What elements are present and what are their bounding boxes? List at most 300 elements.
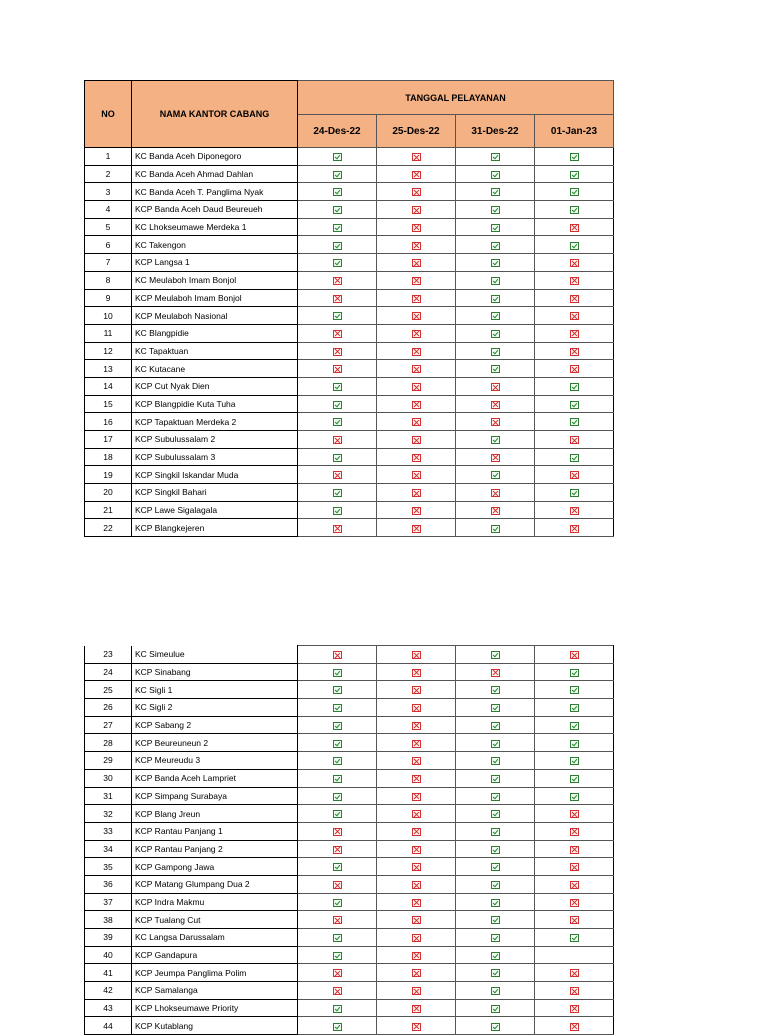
service-status-cell (535, 501, 614, 519)
check-icon (491, 863, 500, 871)
service-status-cell (456, 218, 535, 236)
branch-name: KCP Sinabang (132, 663, 298, 681)
table-row (85, 466, 614, 484)
table-row (85, 342, 614, 360)
check-icon (491, 969, 500, 977)
cross-icon (412, 489, 421, 497)
service-status-cell (377, 805, 456, 823)
table-row (85, 646, 614, 664)
service-status-cell (456, 254, 535, 272)
table-row (85, 875, 614, 893)
table-body-2 (85, 646, 614, 1035)
check-icon (491, 793, 500, 801)
service-status-cell (298, 893, 377, 911)
service-status-cell (298, 431, 377, 449)
branch-name: KCP Cut Nyak Dien (132, 377, 298, 395)
row-number: 5 (85, 218, 132, 236)
col-branch-name: NAMA KANTOR CABANG (132, 81, 298, 148)
check-icon (570, 171, 579, 179)
branch-name: KCP Simpang Surabaya (132, 787, 298, 805)
cross-icon (412, 740, 421, 748)
row-number: 21 (85, 501, 132, 519)
col-no: NO (85, 81, 132, 148)
check-icon (333, 686, 342, 694)
cross-icon (570, 969, 579, 977)
table-row (85, 201, 614, 219)
row-number: 13 (85, 360, 132, 378)
service-status-cell (456, 716, 535, 734)
service-status-cell (377, 395, 456, 413)
cross-icon (412, 348, 421, 356)
service-status-cell (535, 946, 614, 964)
service-status-cell (377, 769, 456, 787)
branch-name: KC Sigli 2 (132, 699, 298, 717)
table-row (85, 377, 614, 395)
service-status-cell (535, 982, 614, 1000)
branch-name: KCP Jeumpa Panglima Polim (132, 964, 298, 982)
check-icon (491, 916, 500, 924)
service-status-cell (377, 858, 456, 876)
cross-icon (570, 525, 579, 533)
cross-icon (333, 846, 342, 854)
service-status-cell (377, 448, 456, 466)
branch-name: KCP Blang Jreun (132, 805, 298, 823)
branch-name: KCP Rantau Panjang 1 (132, 822, 298, 840)
table-row (85, 431, 614, 449)
row-number: 8 (85, 271, 132, 289)
cross-icon (333, 651, 342, 659)
cross-icon (412, 418, 421, 426)
branch-name: KCP Rantau Panjang 2 (132, 840, 298, 858)
check-icon (570, 489, 579, 497)
branch-name: KCP Tualang Cut (132, 911, 298, 929)
cross-icon (570, 828, 579, 836)
branch-name: KCP Beureuneun 2 (132, 734, 298, 752)
table-row (85, 663, 614, 681)
table-row (85, 964, 614, 982)
service-status-cell (377, 218, 456, 236)
service-status-cell (377, 307, 456, 325)
service-status-cell (535, 646, 614, 664)
service-status-cell (535, 769, 614, 787)
service-status-cell (298, 999, 377, 1017)
service-status-cell (456, 646, 535, 664)
cross-icon (412, 1005, 421, 1013)
table-row (85, 218, 614, 236)
cross-icon (570, 899, 579, 907)
check-icon (333, 899, 342, 907)
branch-name: KC Lhokseumawe Merdeka 1 (132, 218, 298, 236)
check-icon (491, 1005, 500, 1013)
service-status-cell (456, 377, 535, 395)
cross-icon (570, 810, 579, 818)
table-row (85, 324, 614, 342)
cross-icon (412, 525, 421, 533)
branch-name: KCP Singkil Iskandar Muda (132, 466, 298, 484)
table-row (85, 501, 614, 519)
table-row (85, 752, 614, 770)
check-icon (333, 934, 342, 942)
service-status-cell (377, 201, 456, 219)
check-icon (491, 952, 500, 960)
service-status-cell (535, 893, 614, 911)
cross-icon (570, 312, 579, 320)
check-icon (570, 775, 579, 783)
cross-icon (570, 259, 579, 267)
cross-icon (333, 525, 342, 533)
check-icon (491, 365, 500, 373)
service-status-cell (535, 289, 614, 307)
service-status-cell (456, 413, 535, 431)
table-row (85, 699, 614, 717)
cross-icon (570, 348, 579, 356)
check-icon (491, 188, 500, 196)
cross-icon (570, 881, 579, 889)
service-status-cell (377, 183, 456, 201)
service-status-cell (377, 289, 456, 307)
table-row (85, 395, 614, 413)
cross-icon (491, 454, 500, 462)
row-number: 43 (85, 999, 132, 1017)
cross-icon (412, 206, 421, 214)
service-status-cell (535, 840, 614, 858)
check-icon (491, 704, 500, 712)
table-row (85, 448, 614, 466)
service-status-cell (456, 964, 535, 982)
table-row (85, 734, 614, 752)
service-status-cell (298, 716, 377, 734)
table-row (85, 254, 614, 272)
check-icon (491, 312, 500, 320)
service-status-cell (535, 964, 614, 982)
check-icon (491, 224, 500, 232)
cross-icon (412, 704, 421, 712)
branch-name: KC Takengon (132, 236, 298, 254)
cross-icon (412, 793, 421, 801)
row-number: 33 (85, 822, 132, 840)
check-icon (491, 810, 500, 818)
check-icon (491, 330, 500, 338)
service-status-cell (298, 982, 377, 1000)
row-number: 11 (85, 324, 132, 342)
service-status-cell (535, 929, 614, 947)
service-status-cell (456, 734, 535, 752)
row-number: 20 (85, 484, 132, 502)
service-status-cell (377, 681, 456, 699)
service-status-cell (298, 254, 377, 272)
branch-name: KC Kutacane (132, 360, 298, 378)
cross-icon (412, 863, 421, 871)
service-status-cell (377, 822, 456, 840)
row-number: 40 (85, 946, 132, 964)
cross-icon (412, 916, 421, 924)
service-status-cell (456, 929, 535, 947)
service-status-cell (377, 360, 456, 378)
service-status-cell (377, 466, 456, 484)
check-icon (570, 206, 579, 214)
check-icon (491, 775, 500, 783)
check-icon (333, 171, 342, 179)
service-status-cell (298, 858, 377, 876)
check-icon (491, 757, 500, 765)
check-icon (333, 740, 342, 748)
service-status-cell (377, 501, 456, 519)
cross-icon (570, 295, 579, 303)
branch-name: KCP Tapaktuan Merdeka 2 (132, 413, 298, 431)
check-icon (333, 383, 342, 391)
cross-icon (412, 454, 421, 462)
service-status-cell (377, 254, 456, 272)
cross-icon (333, 365, 342, 373)
branch-name: KCP Singkil Bahari (132, 484, 298, 502)
service-status-cell (456, 342, 535, 360)
row-number: 3 (85, 183, 132, 201)
row-number: 25 (85, 681, 132, 699)
service-status-cell (377, 787, 456, 805)
row-number: 7 (85, 254, 132, 272)
cross-icon (570, 277, 579, 285)
table-row (85, 519, 614, 537)
check-icon (333, 454, 342, 462)
service-status-cell (377, 982, 456, 1000)
service-status-cell (298, 734, 377, 752)
branch-name: KCP Banda Aceh Daud Beureueh (132, 201, 298, 219)
service-status-cell (298, 875, 377, 893)
cross-icon (412, 651, 421, 659)
table-row (85, 148, 614, 166)
check-icon (333, 206, 342, 214)
row-number: 22 (85, 519, 132, 537)
branch-name: KCP Meureudu 3 (132, 752, 298, 770)
service-status-cell (298, 360, 377, 378)
service-status-cell (298, 395, 377, 413)
service-status-cell (377, 271, 456, 289)
check-icon (491, 686, 500, 694)
branch-name: KCP Subulussalam 2 (132, 431, 298, 449)
service-status-cell (456, 822, 535, 840)
cross-icon (491, 507, 500, 515)
service-status-cell (535, 466, 614, 484)
cross-icon (333, 828, 342, 836)
service-status-cell (535, 431, 614, 449)
service-status-cell (535, 787, 614, 805)
service-status-cell (377, 752, 456, 770)
service-status-cell (298, 501, 377, 519)
service-status-cell (456, 681, 535, 699)
service-status-cell (456, 236, 535, 254)
service-status-cell (535, 342, 614, 360)
cross-icon (412, 899, 421, 907)
service-status-cell (456, 805, 535, 823)
check-icon (333, 952, 342, 960)
check-icon (491, 348, 500, 356)
branch-name: KCP Meulaboh Imam Bonjol (132, 289, 298, 307)
check-icon (491, 259, 500, 267)
check-icon (570, 704, 579, 712)
table-row (85, 999, 614, 1017)
branch-service-table-1 (84, 80, 614, 537)
check-icon (333, 312, 342, 320)
col-date-4: 01-Jan-23 (535, 115, 614, 148)
service-status-cell (456, 148, 535, 166)
check-icon (333, 863, 342, 871)
service-status-cell (535, 324, 614, 342)
service-status-cell (535, 183, 614, 201)
service-status-cell (298, 681, 377, 699)
cross-icon (333, 295, 342, 303)
col-date-2: 25-Des-22 (377, 115, 456, 148)
check-icon (333, 722, 342, 730)
service-status-cell (535, 734, 614, 752)
service-status-cell (298, 752, 377, 770)
row-number: 44 (85, 1017, 132, 1035)
service-status-cell (298, 307, 377, 325)
service-status-cell (535, 484, 614, 502)
service-status-cell (456, 769, 535, 787)
service-status-cell (377, 484, 456, 502)
check-icon (333, 507, 342, 515)
cross-icon (412, 171, 421, 179)
branch-name: KCP Gandapura (132, 946, 298, 964)
cross-icon (333, 436, 342, 444)
service-status-cell (298, 805, 377, 823)
branch-name: KCP Lawe Sigalagala (132, 501, 298, 519)
service-status-cell (535, 875, 614, 893)
service-status-cell (456, 946, 535, 964)
service-status-cell (377, 999, 456, 1017)
row-number: 18 (85, 448, 132, 466)
col-service-dates-group: TANGGAL PELAYANAN (298, 81, 614, 115)
service-status-cell (456, 982, 535, 1000)
service-status-cell (377, 324, 456, 342)
row-number: 17 (85, 431, 132, 449)
cross-icon (412, 722, 421, 730)
check-icon (333, 242, 342, 250)
check-icon (333, 401, 342, 409)
row-number: 29 (85, 752, 132, 770)
service-status-cell (456, 699, 535, 717)
service-status-cell (298, 218, 377, 236)
cross-icon (570, 846, 579, 854)
row-number: 35 (85, 858, 132, 876)
col-date-3: 31-Des-22 (456, 115, 535, 148)
check-icon (491, 828, 500, 836)
cross-icon (491, 669, 500, 677)
service-status-cell (456, 360, 535, 378)
branch-name: KC Banda Aceh T. Panglima Nyak (132, 183, 298, 201)
cross-icon (412, 330, 421, 338)
service-status-cell (298, 822, 377, 840)
service-status-cell (535, 663, 614, 681)
check-icon (570, 934, 579, 942)
service-status-cell (298, 1017, 377, 1035)
service-status-cell (298, 769, 377, 787)
check-icon (570, 757, 579, 765)
service-status-cell (298, 165, 377, 183)
service-status-cell (456, 875, 535, 893)
check-icon (570, 686, 579, 694)
service-status-cell (535, 413, 614, 431)
service-status-cell (535, 822, 614, 840)
cross-icon (412, 952, 421, 960)
service-status-cell (535, 236, 614, 254)
cross-icon (570, 330, 579, 338)
service-status-cell (535, 1017, 614, 1035)
table-header (85, 81, 614, 148)
service-status-cell (535, 201, 614, 219)
service-status-cell (456, 431, 535, 449)
row-number: 9 (85, 289, 132, 307)
row-number: 37 (85, 893, 132, 911)
table-row (85, 946, 614, 964)
table-row (85, 858, 614, 876)
row-number: 30 (85, 769, 132, 787)
cross-icon (570, 224, 579, 232)
service-status-cell (377, 699, 456, 717)
table-row (85, 769, 614, 787)
check-icon (570, 669, 579, 677)
service-status-cell (298, 289, 377, 307)
row-number: 2 (85, 165, 132, 183)
check-icon (491, 295, 500, 303)
service-status-cell (456, 201, 535, 219)
branch-name: KC Meulaboh Imam Bonjol (132, 271, 298, 289)
service-status-cell (456, 466, 535, 484)
row-number: 32 (85, 805, 132, 823)
table-row (85, 413, 614, 431)
cross-icon (412, 669, 421, 677)
service-status-cell (298, 342, 377, 360)
row-number: 36 (85, 875, 132, 893)
table-row (85, 165, 614, 183)
branch-name: KC Sigli 1 (132, 681, 298, 699)
service-status-cell (456, 324, 535, 342)
check-icon (333, 259, 342, 267)
service-status-cell (535, 752, 614, 770)
service-status-cell (456, 893, 535, 911)
service-status-cell (377, 875, 456, 893)
service-status-cell (456, 1017, 535, 1035)
cross-icon (412, 846, 421, 854)
service-status-cell (298, 466, 377, 484)
cross-icon (412, 828, 421, 836)
check-icon (491, 471, 500, 479)
service-status-cell (456, 395, 535, 413)
check-icon (491, 934, 500, 942)
service-status-cell (377, 734, 456, 752)
cross-icon (491, 418, 500, 426)
check-icon (333, 669, 342, 677)
branch-name: KCP Samalanga (132, 982, 298, 1000)
service-status-cell (535, 307, 614, 325)
row-number: 6 (85, 236, 132, 254)
service-status-cell (377, 519, 456, 537)
table-row (85, 1017, 614, 1035)
cross-icon (412, 757, 421, 765)
service-status-cell (456, 519, 535, 537)
cross-icon (412, 686, 421, 694)
service-status-cell (298, 787, 377, 805)
table-body-1 (85, 148, 614, 537)
check-icon (333, 757, 342, 765)
check-icon (333, 418, 342, 426)
check-icon (491, 651, 500, 659)
service-status-cell (456, 663, 535, 681)
service-status-cell (456, 307, 535, 325)
cross-icon (412, 295, 421, 303)
row-number: 16 (85, 413, 132, 431)
cross-icon (412, 987, 421, 995)
